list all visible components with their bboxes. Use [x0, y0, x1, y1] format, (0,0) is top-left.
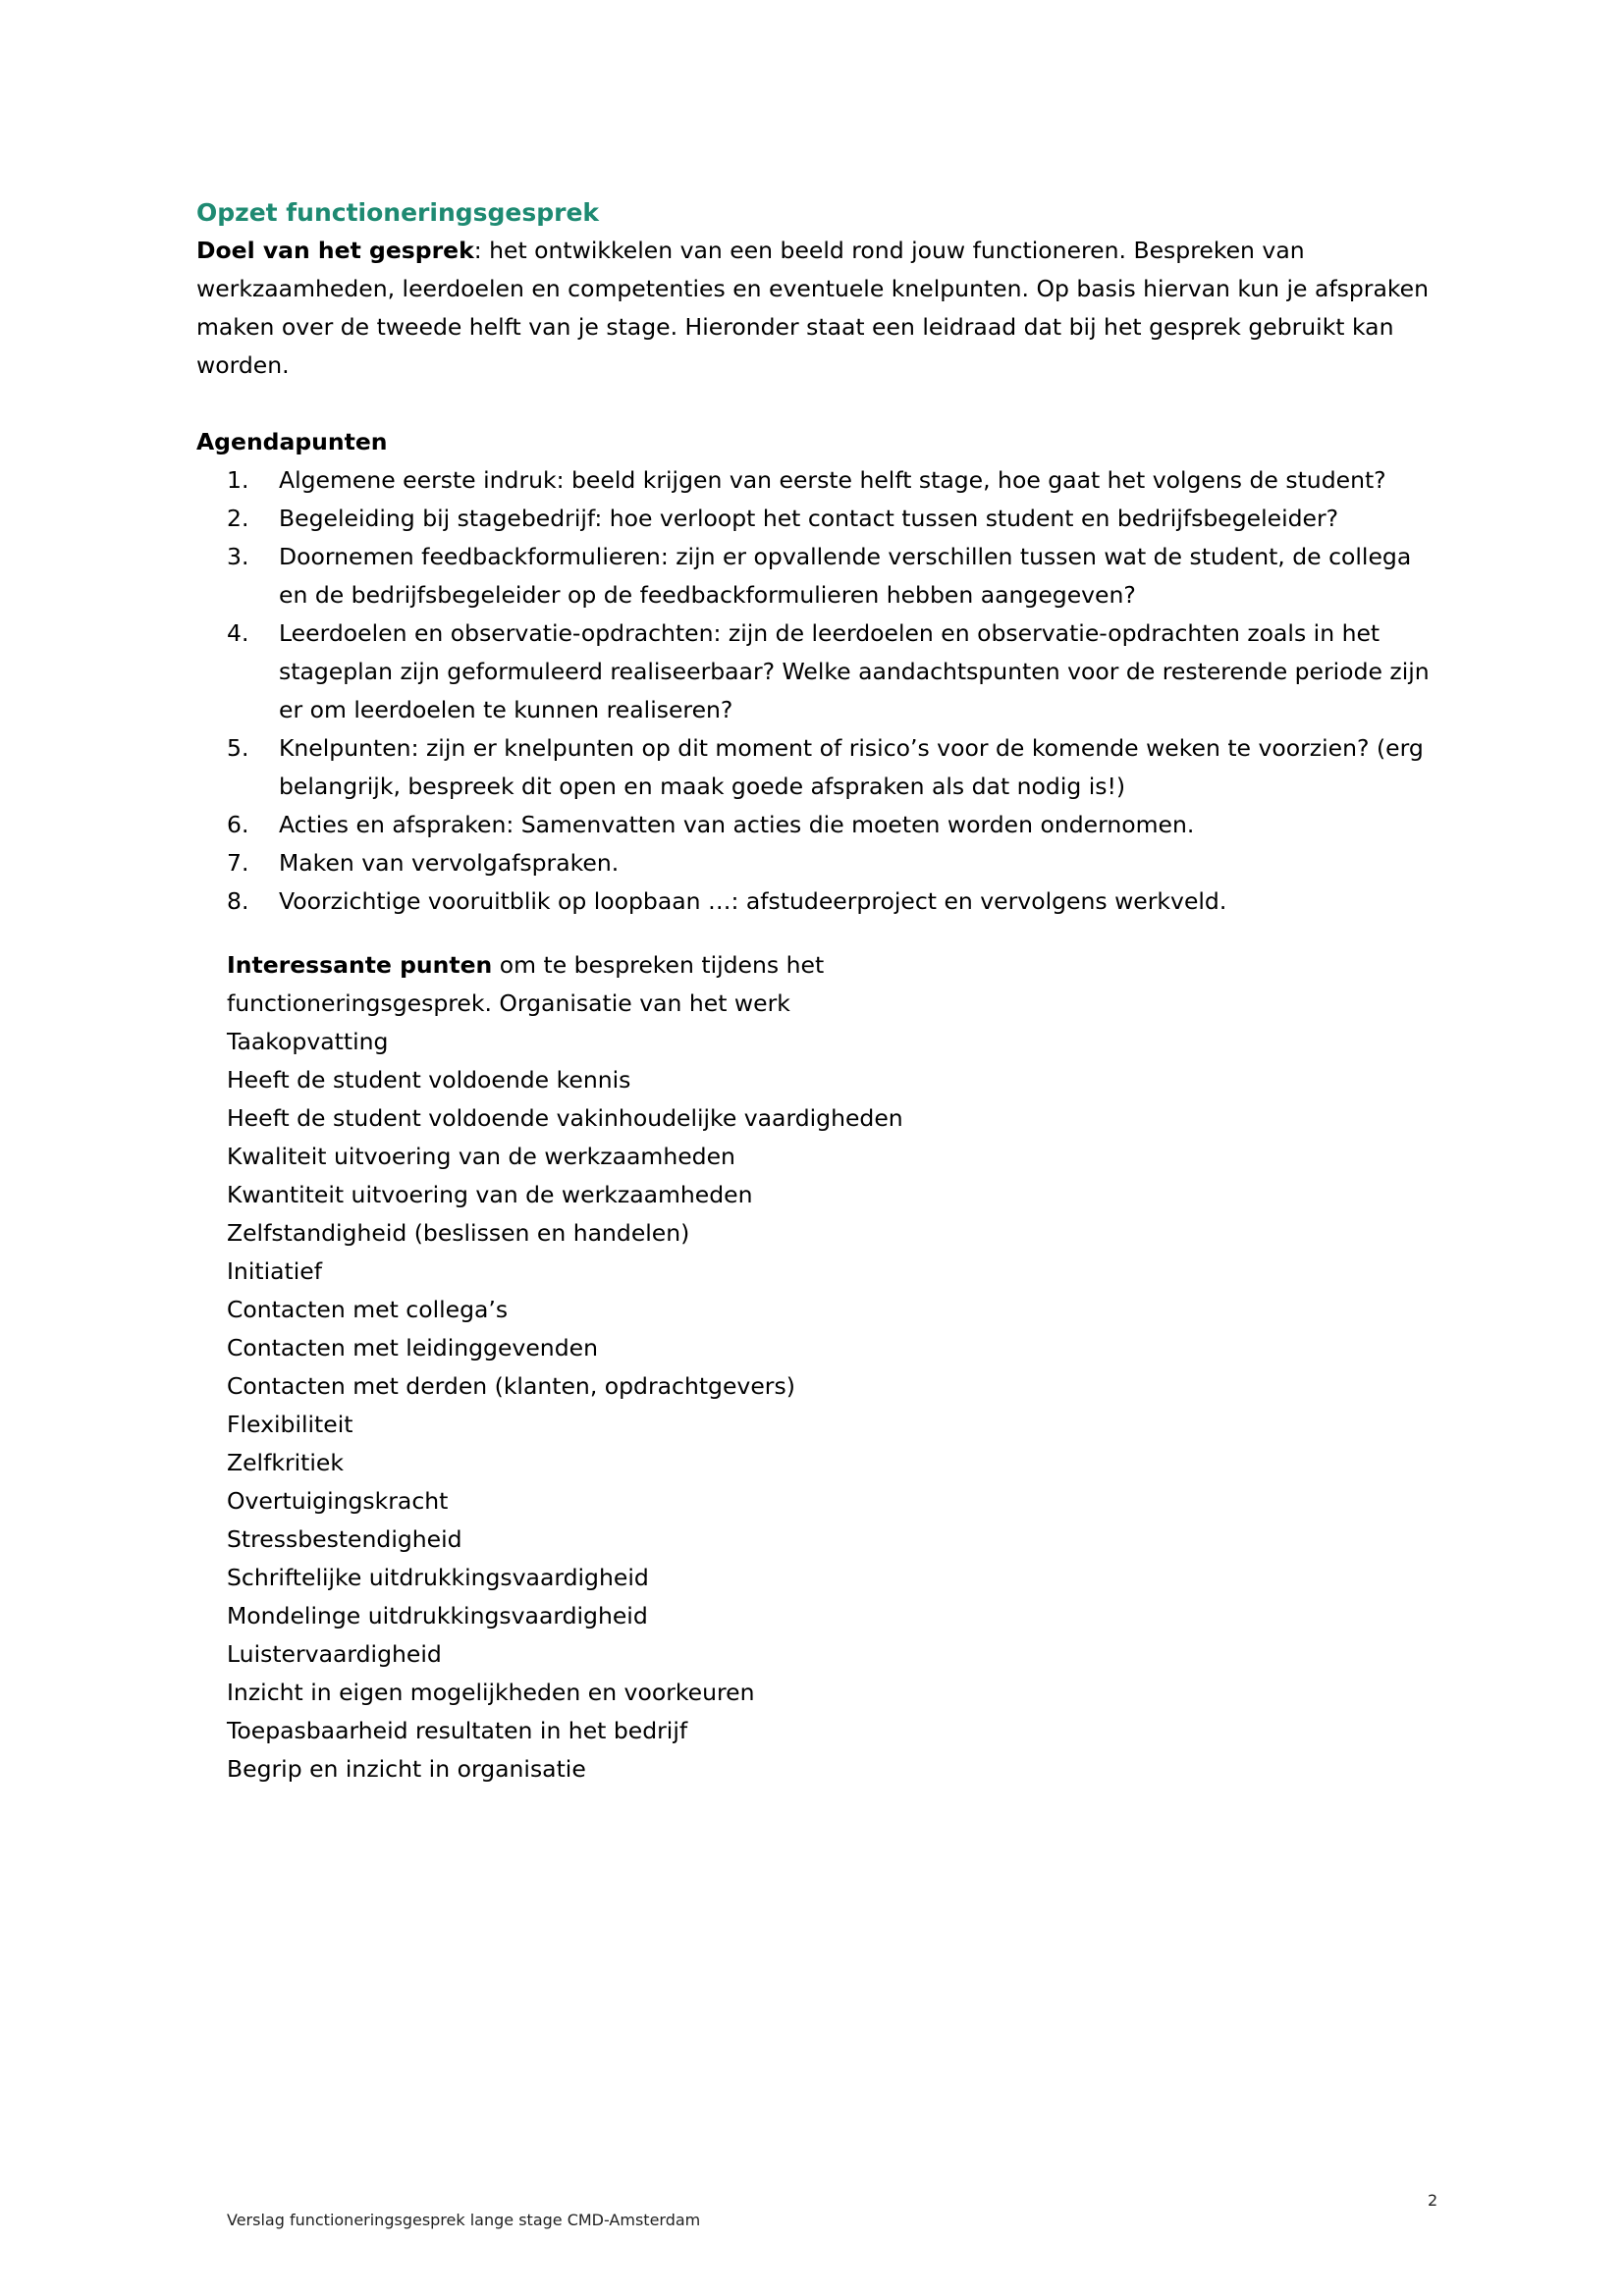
agenda-item [196, 806, 1434, 844]
agenda-item-text: Begeleiding bij stagebedrijf: hoe verloopt het contact tussen student en bedrijfsbegeleider? [279, 505, 1339, 532]
agenda-item-text: Doornemen feedbackformulieren: zijn er opvallende verschillen tussen wat de student, de collega en de bedrijfsbegeleider op de feedbackformulieren hebben aangegeven? [279, 543, 1412, 609]
agenda-item-number: 1. [227, 466, 249, 494]
point-item: Toepasbaarheid resultaten in het bedrijf [227, 1717, 688, 1744]
agenda-title: Agendapunten [196, 428, 388, 455]
agenda-item [196, 614, 1434, 729]
agenda-item [196, 500, 1434, 538]
intro-bold-lead: Doel van het gesprek [196, 237, 474, 264]
agenda-item [196, 729, 1434, 806]
agenda-item-text: Acties en afspraken: Samenvatten van acties die moeten worden ondernomen. [279, 811, 1195, 838]
point-item: Zelfstandigheid (beslissen en handelen) [227, 1219, 690, 1247]
point-item: Inzicht in eigen mogelijkheden en voorkeuren [227, 1679, 755, 1706]
point-item: Taakopvatting [227, 1028, 389, 1055]
point-item: Contacten met leidinggevenden [227, 1334, 598, 1362]
point-item: Zelfkritiek [227, 1449, 344, 1476]
points-second-line: functioneringsgesprek. Organisatie van het werk [227, 989, 790, 1017]
point-item: Stressbestendigheid [227, 1525, 462, 1553]
agenda-item-number: 5. [227, 734, 249, 762]
agenda-item-number: 3. [227, 543, 249, 570]
agenda-list [196, 461, 1434, 921]
intro-paragraph [196, 232, 1434, 385]
points-section [227, 946, 1434, 1789]
agenda-item [196, 882, 1434, 921]
point-item: Flexibiliteit [227, 1411, 353, 1438]
agenda-item-number: 8. [227, 887, 249, 915]
agenda-item [196, 538, 1434, 614]
agenda-item-text: Knelpunten: zijn er knelpunten op dit moment of risico’s voor de komende weken te voorzien? (erg belangrijk, bespreek dit open en maak goede afspraken als dat nodig is!) [279, 734, 1424, 800]
agenda-item-text: Algemene eerste indruk: beeld krijgen van eerste helft stage, hoe gaat het volgens de student? [279, 466, 1386, 494]
point-item: Heeft de student voldoende vakinhoudelijke vaardigheden [227, 1104, 903, 1132]
agenda-item-number: 2. [227, 505, 249, 532]
point-item: Kwaliteit uitvoering van de werkzaamheden [227, 1143, 735, 1170]
footer-text: Verslag functioneringsgesprek lange stage CMD-Amsterdam [227, 2211, 701, 2229]
agenda-item-number: 6. [227, 811, 249, 838]
agenda-item-text: Leerdoelen en observatie-opdrachten: zijn de leerdoelen en observatie-opdrachten zoals in het stageplan zijn geformuleerd realiseerbaar? Welke aandachtspunten voor de resterende periode zijn er om leerdoelen te kunnen realiseren? [279, 619, 1430, 723]
point-item: Contacten met collega’s [227, 1296, 509, 1323]
point-item: Initiatief [227, 1257, 322, 1285]
agenda-item-text: Voorzichtige vooruitblik op loopbaan …: afstudeerproject en vervolgens werkveld. [279, 887, 1227, 915]
points-list [227, 1023, 1434, 1789]
point-item: Luistervaardigheid [227, 1640, 442, 1668]
point-item: Schriftelijke uitdrukkingsvaardigheid [227, 1564, 649, 1591]
agenda-item-number: 7. [227, 849, 249, 877]
page-content [196, 194, 1434, 1789]
point-item: Kwantiteit uitvoering van de werkzaamheden [227, 1181, 753, 1208]
points-bold-lead: Interessante punten [227, 951, 493, 979]
agenda-item [196, 461, 1434, 500]
point-item: Overtuigingskracht [227, 1487, 449, 1515]
agenda-item-text: Maken van vervolgafspraken. [279, 849, 620, 877]
page-title: Opzet functioneringsgesprek [196, 198, 600, 227]
point-item: Begrip en inzicht in organisatie [227, 1755, 586, 1783]
points-lead-rest: om te bespreken tijdens het [492, 951, 825, 979]
points-lead-line [227, 946, 1434, 985]
agenda-item [196, 844, 1434, 882]
page-number: 2 [1428, 2191, 1438, 2210]
point-item: Mondelinge uitdrukkingsvaardigheid [227, 1602, 648, 1629]
point-item: Heeft de student voldoende kennis [227, 1066, 631, 1094]
point-item: Contacten met derden (klanten, opdrachtgevers) [227, 1372, 795, 1400]
intro-text: : het ontwikkelen van een beeld rond jouw functioneren. Bespreken van werkzaamheden, leerdoelen en competenties en eventuele knelpunten. Op basis hiervan kun je afspraken maken over de tweede helft van je stage. Hieronder staat een leidraad dat bij het gesprek gebruikt kan worden. [196, 237, 1429, 379]
agenda-item-number: 4. [227, 619, 249, 647]
